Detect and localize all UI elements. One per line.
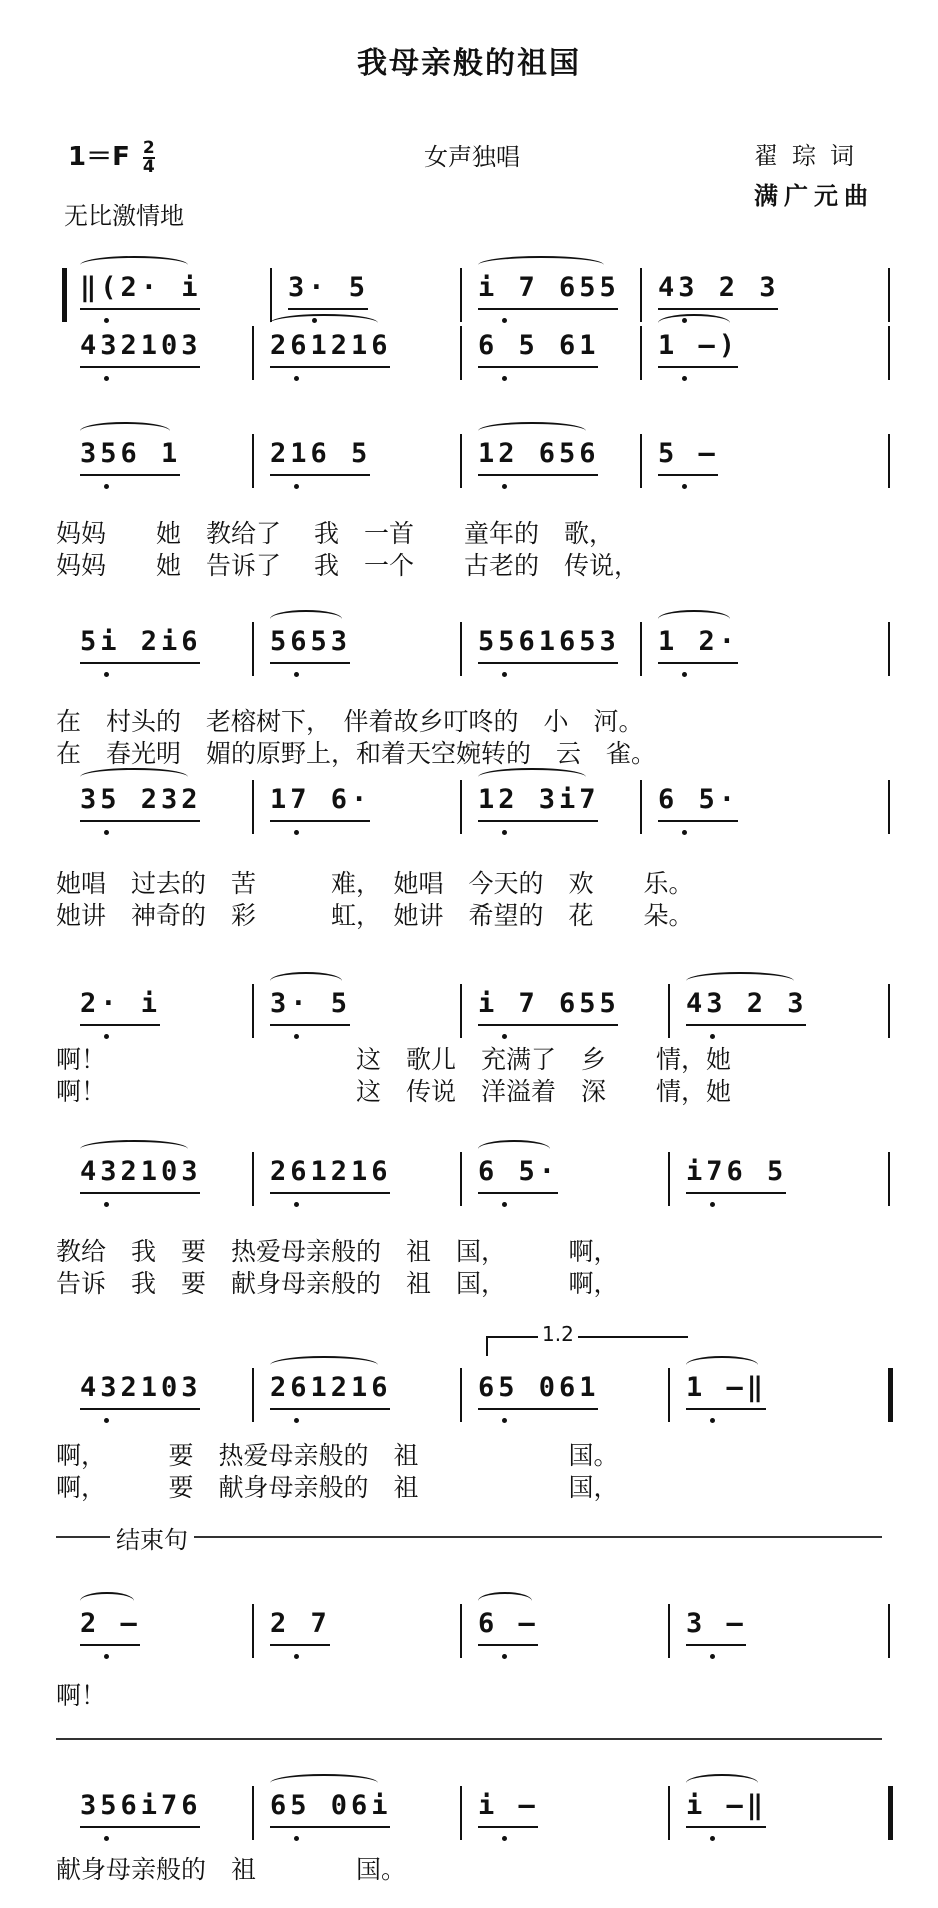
lyric-line: 啊！ 这 传说 洋溢着 深 情，她 (56, 1077, 732, 1106)
beam-line (478, 1192, 558, 1194)
beam-line (270, 1408, 390, 1410)
measure: i — (478, 1790, 539, 1821)
time-signature (142, 137, 155, 177)
octave-dot (294, 830, 299, 835)
barline (460, 268, 462, 322)
beam-line (658, 308, 778, 310)
octave-dot (104, 830, 109, 835)
measure: 2 — (80, 1608, 141, 1639)
staff-line-8 (62, 1364, 888, 1428)
octave-dot (710, 1034, 715, 1039)
key-label: 1＝F (68, 142, 130, 172)
beam-line (478, 1826, 538, 1828)
barline (252, 622, 254, 676)
beam-line (658, 474, 718, 476)
measure: 432103 (80, 1372, 202, 1403)
octave-dot (294, 1034, 299, 1039)
lyric-line: 她讲 神奇的 彩 虹， 她讲 希望的 花 朵。 (56, 901, 694, 930)
barline (270, 268, 272, 322)
measure: ‖(2· i (80, 272, 202, 303)
octave-dot (502, 830, 507, 835)
barline (888, 434, 890, 488)
staff-line-10 (62, 1782, 888, 1846)
octave-dot (294, 1654, 299, 1659)
octave-dot (502, 1418, 507, 1423)
barline (640, 622, 642, 676)
octave-dot (104, 1654, 109, 1659)
octave-dot (104, 672, 109, 677)
beam-line (270, 820, 370, 822)
measure: 2 7 (270, 1608, 331, 1639)
beam-line (80, 1826, 200, 1828)
measure: 432103 (80, 330, 202, 361)
barline (668, 1152, 670, 1206)
octave-dot (104, 484, 109, 489)
lyric-line: 她唱 过去的 苦 难， 她唱 今天的 欢 乐。 (56, 869, 694, 898)
measure: 356 1 (80, 438, 182, 469)
beam-line (270, 1024, 350, 1026)
lyric-line: 献身母亲般的 祖 国。 (56, 1855, 407, 1884)
measure: i 7 655 (478, 988, 620, 1019)
barline (668, 1604, 670, 1658)
beam-line (478, 1024, 618, 1026)
barline (460, 1604, 462, 1658)
octave-dot (682, 484, 687, 489)
measure: 43 2 3 (658, 272, 780, 303)
barline (252, 1152, 254, 1206)
beam-line (270, 1644, 330, 1646)
measure: 432103 (80, 1156, 202, 1187)
barline (252, 326, 254, 380)
octave-dot (104, 1034, 109, 1039)
lyric-line: 在 村头的 老榕树下， 伴着故乡叮咚的 小 河。 (56, 707, 644, 736)
measure: 3· 5 (270, 988, 352, 1019)
barline (888, 1152, 890, 1206)
barline (252, 984, 254, 1038)
beam-line (80, 1192, 200, 1194)
beam-line (478, 820, 598, 822)
volta-label: 1.2 (538, 1322, 578, 1346)
beam-line (80, 1024, 160, 1026)
lyric-line: 啊！ (56, 1681, 107, 1710)
beam-line (80, 1408, 200, 1410)
time-numerator: 2 (142, 137, 155, 158)
beam-line (658, 662, 738, 664)
barline (668, 984, 670, 1038)
lyric-line: 教给 我 要 热爱母亲般的 祖 国， 啊， (56, 1237, 619, 1266)
key-signature (68, 136, 155, 176)
staff-line-2 (62, 322, 888, 386)
octave-dot (104, 1836, 109, 1841)
lyric-line: 在 春光明 媚的原野上，和着天空婉转的 云 雀。 (56, 739, 657, 768)
measure: 1 2· (658, 626, 740, 657)
octave-dot (294, 484, 299, 489)
tempo-marking: 无比激情地 (64, 202, 184, 230)
measure: 43 2 3 (686, 988, 808, 1019)
beam-line (478, 1408, 598, 1410)
time-denominator: 4 (142, 156, 155, 177)
measure: 5i 2i6 (80, 626, 202, 657)
measure: 356i76 (80, 1790, 202, 1821)
measure: 65 061 (478, 1372, 600, 1403)
genre-label: 女声独唱 (424, 143, 520, 171)
measure: 1 —‖ (686, 1372, 768, 1403)
beam-line (80, 308, 200, 310)
beam-line (80, 474, 180, 476)
octave-dot (294, 1418, 299, 1423)
measure: 6 5· (478, 1156, 560, 1187)
measure: i76 5 (686, 1156, 788, 1187)
beam-line (478, 1644, 538, 1646)
octave-dot (104, 376, 109, 381)
beam-line (478, 662, 618, 664)
volta-bracket (486, 1322, 688, 1356)
measure: 5653 (270, 626, 352, 657)
measure: 12 3i7 (478, 784, 600, 815)
barline (888, 1368, 893, 1422)
octave-dot (294, 1202, 299, 1207)
measure: 5561653 (478, 626, 620, 657)
staff-line-9 (62, 1600, 888, 1664)
measure: 5 — (658, 438, 719, 469)
barline (640, 434, 642, 488)
octave-dot (682, 376, 687, 381)
measure: i —‖ (686, 1790, 768, 1821)
measure: 6 5· (658, 784, 740, 815)
octave-dot (294, 1836, 299, 1841)
barline (640, 326, 642, 380)
measure: 261216 (270, 330, 392, 361)
barline (460, 326, 462, 380)
barline (460, 780, 462, 834)
beam-line (270, 474, 370, 476)
barline (252, 1368, 254, 1422)
octave-dot (502, 1034, 507, 1039)
octave-dot (294, 672, 299, 677)
barline (888, 268, 890, 322)
beam-line (270, 1192, 390, 1194)
octave-dot (710, 1836, 715, 1841)
barline (888, 780, 890, 834)
octave-dot (294, 376, 299, 381)
beam-line (270, 662, 350, 664)
beam-line (478, 366, 598, 368)
beam-line (478, 308, 618, 310)
barline (888, 1604, 890, 1658)
lyric-line: 告诉 我 要 献身母亲般的 祖 国， 啊， (56, 1269, 619, 1298)
octave-dot (502, 672, 507, 677)
measure: 3 — (686, 1608, 747, 1639)
beam-line (270, 1826, 390, 1828)
beam-line (686, 1826, 766, 1828)
octave-dot (682, 672, 687, 677)
barline (888, 622, 890, 676)
barline (252, 780, 254, 834)
barline (460, 434, 462, 488)
octave-dot (502, 1202, 507, 1207)
barline (668, 1786, 670, 1840)
measure: 6 5 61 (478, 330, 600, 361)
beam-line (658, 820, 738, 822)
octave-dot (682, 830, 687, 835)
staff-line-3 (62, 430, 888, 494)
staff-line-7 (62, 1148, 888, 1212)
barline (460, 1368, 462, 1422)
coda-label: 结束句 (110, 1520, 194, 1555)
lyric-line: 妈妈 她 教给了 我 一首 童年的 歌， (56, 519, 614, 548)
octave-dot (502, 1836, 507, 1841)
lyric-line: 妈妈 她 告诉了 我 一个 古老的 传说， (56, 551, 639, 580)
octave-dot (104, 1418, 109, 1423)
barline (252, 1786, 254, 1840)
measure: 2· i (80, 988, 162, 1019)
barline (668, 1368, 670, 1422)
lyric-line: 啊， 要 献身母亲般的 祖 国， (56, 1473, 619, 1502)
octave-dot (502, 376, 507, 381)
lyric-line: 啊！ 这 歌儿 充满了 乡 情，她 (56, 1045, 732, 1074)
barline (460, 622, 462, 676)
beam-line (80, 1644, 140, 1646)
measure: i 7 655 (478, 272, 620, 303)
barline (640, 780, 642, 834)
octave-dot (710, 1418, 715, 1423)
staff-line-6 (62, 980, 888, 1044)
staff-line-4 (62, 618, 888, 682)
beam-line (686, 1024, 806, 1026)
song-title: 我母亲般的祖国 (357, 46, 581, 81)
beam-line (686, 1192, 786, 1194)
barline (460, 1786, 462, 1840)
measure: 216 5 (270, 438, 372, 469)
beam-line (686, 1644, 746, 1646)
composer-credit: 满广元曲 (754, 182, 874, 210)
measure: 6 — (478, 1608, 539, 1639)
measure: 12 656 (478, 438, 600, 469)
measure: 261216 (270, 1156, 392, 1187)
measure: 35 232 (80, 784, 202, 815)
beam-line (80, 820, 200, 822)
measure: 65 06i (270, 1790, 392, 1821)
beam-line (80, 662, 200, 664)
octave-dot (104, 1202, 109, 1207)
lyric-line: 啊， 要 热爱母亲般的 祖 国。 (56, 1441, 619, 1470)
beam-line (288, 308, 368, 310)
barline (460, 1152, 462, 1206)
beam-line (80, 366, 200, 368)
octave-dot (710, 1202, 715, 1207)
beam-line (270, 366, 390, 368)
staff-line-1 (62, 264, 888, 328)
beam-line (686, 1408, 766, 1410)
measure: 3· 5 (288, 272, 370, 303)
barline (888, 984, 890, 1038)
barline (888, 326, 890, 380)
lyricist-credit: 翟琮词 (754, 142, 868, 170)
barline (640, 268, 642, 322)
octave-dot (710, 1654, 715, 1659)
barline (252, 434, 254, 488)
measure: 1 —) (658, 330, 740, 361)
measure: 17 6· (270, 784, 372, 815)
octave-dot (502, 484, 507, 489)
beam-line (658, 366, 738, 368)
barline (62, 268, 67, 322)
barline (888, 1786, 893, 1840)
measure: 261216 (270, 1372, 392, 1403)
barline (252, 1604, 254, 1658)
octave-dot (502, 1654, 507, 1659)
barline (460, 984, 462, 1038)
staff-line-5 (62, 776, 888, 840)
beam-line (478, 474, 598, 476)
coda-rule-2 (56, 1738, 882, 1740)
